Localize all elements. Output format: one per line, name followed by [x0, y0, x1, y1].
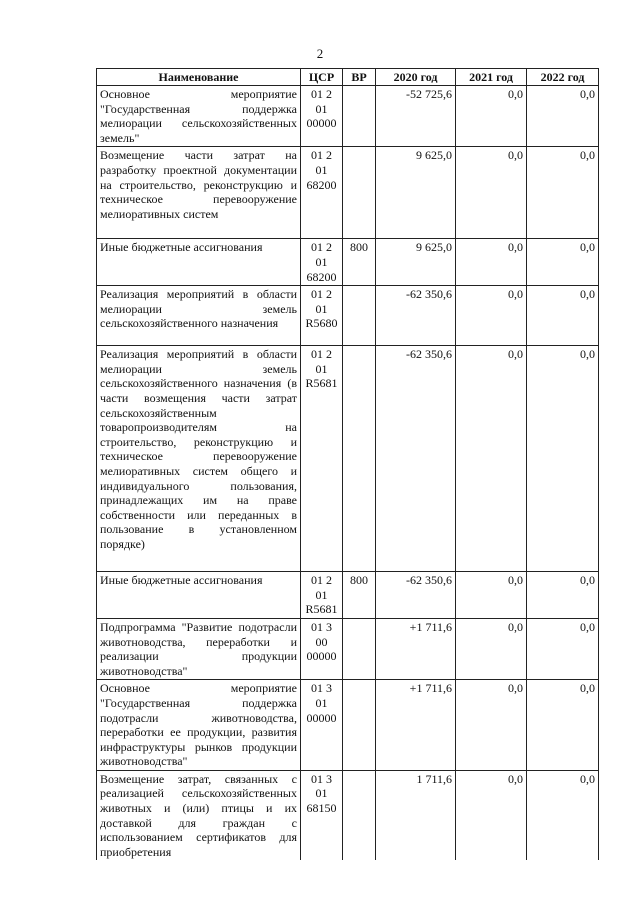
row-2020-cell: 9 625,0 [376, 239, 456, 286]
csr-part: 01 [315, 695, 328, 710]
row-2021-cell: 0,0 [456, 618, 527, 679]
budget-table [96, 68, 599, 860]
row-2022-cell: 0,0 [527, 147, 599, 239]
row-2020-cell: -62 350,6 [376, 346, 456, 572]
row-2020-cell: -52 725,6 [376, 86, 456, 147]
csr-part: 01 3 [311, 771, 332, 786]
row-2022-cell: 0,0 [527, 618, 599, 679]
row-2021-cell: 0,0 [456, 346, 527, 572]
csr-part: 68150 [306, 801, 337, 816]
row-csr-cell [301, 770, 343, 860]
row-2022-cell: 0,0 [527, 239, 599, 286]
column-header-csr: ЦСР [301, 69, 343, 86]
row-2022-cell: 0,0 [527, 86, 599, 147]
row-csr-cell [301, 147, 343, 239]
row-2021-cell: 0,0 [456, 286, 527, 346]
row-2021-cell: 0,0 [456, 770, 527, 860]
row-2021-cell: 0,0 [456, 147, 527, 239]
row-2021-cell: 0,0 [456, 680, 527, 771]
csr-part: 01 2 [311, 347, 332, 362]
row-name-cell: Реализация мероприятий в области мелиорации земель сельскохозяйственного назначения (в части возмещения части затрат сельскохозяйственным товаропроизводителям на строительство, реконструкцию и техническое перевооружение мелиоративных систем общего и индивидуального пользования, принадлежащих им на праве собственности или переданных в пользование в установленном порядке) [97, 346, 301, 572]
page-number: 2 [316, 46, 324, 61]
row-2020-cell: -62 350,6 [376, 572, 456, 619]
csr-part: R5681 [305, 376, 338, 391]
row-name-cell: Основное мероприятие "Государственная поддержка подотрасли животноводства, переработки ее продукции, развития инфраструктуры рынков продукции животноводства" [97, 680, 301, 771]
row-name-cell: Возмещение затрат, связанных с реализацией сельскохозяйственных животных и (или) птицы и их доставкой для граждан с использованием сертификатов для приобретения [97, 770, 301, 860]
row-2022-cell: 0,0 [527, 680, 599, 771]
row-name-cell: Иные бюджетные ассигнования [97, 239, 301, 286]
column-header-2020: 2020 год [376, 69, 456, 86]
row-2020-cell: +1 711,6 [376, 618, 456, 679]
csr-part: 00000 [306, 116, 337, 131]
csr-part: 01 2 [311, 87, 332, 101]
csr-part: 01 2 [311, 240, 332, 255]
row-csr-cell [301, 239, 343, 286]
csr-part: 01 2 [311, 573, 332, 588]
column-header-name: Наименование [97, 69, 301, 86]
table-row [97, 680, 599, 771]
csr-part: 01 [315, 361, 328, 376]
row-vr-cell [343, 346, 376, 572]
csr-part: 01 [315, 786, 328, 801]
csr-part: 01 2 [311, 287, 332, 302]
row-vr-cell [343, 618, 376, 679]
row-csr-cell [301, 618, 343, 679]
row-name-cell: Подпрограмма "Развитие подотрасли животноводства, переработки и реализации продукции животноводства" [97, 618, 301, 679]
row-name-cell: Основное мероприятие "Государственная поддержка мелиорации сельскохозяйственных земель" [97, 86, 301, 147]
column-header-2021: 2021 год [456, 69, 527, 86]
table-row [97, 770, 599, 860]
csr-part: 68200 [306, 177, 337, 192]
row-name-cell: Возмещение части затрат на разработку проектной документации на строительство, реконструкцию и техническое перевооружение мелиоративных систем [97, 147, 301, 239]
row-vr-cell [343, 86, 376, 147]
csr-part: 01 3 [311, 619, 332, 634]
row-2022-cell: 0,0 [527, 346, 599, 572]
row-vr-cell: 800 [343, 239, 376, 286]
row-csr-cell [301, 680, 343, 771]
table-row [97, 147, 599, 239]
row-2022-cell: 0,0 [527, 572, 599, 619]
csr-part: R5680 [305, 316, 338, 331]
row-2021-cell: 0,0 [456, 239, 527, 286]
row-vr-cell [343, 286, 376, 346]
row-csr-cell [301, 286, 343, 346]
csr-part: 01 2 [311, 148, 332, 163]
table-row [97, 618, 599, 679]
column-header-2022: 2022 год [527, 69, 599, 86]
table-row [97, 286, 599, 346]
csr-part: 01 3 [311, 681, 332, 696]
row-2020-cell: +1 711,6 [376, 680, 456, 771]
csr-part: 68200 [306, 269, 337, 284]
csr-part: 01 [315, 101, 328, 116]
row-vr-cell [343, 770, 376, 860]
row-vr-cell [343, 147, 376, 239]
row-2022-cell: 0,0 [527, 770, 599, 860]
column-header-vr: ВР [343, 69, 376, 86]
row-name-cell: Реализация мероприятий в области мелиорации земель сельскохозяйственного назначения [97, 286, 301, 346]
csr-part: 00 [315, 634, 328, 649]
row-name-cell: Иные бюджетные ассигнования [97, 572, 301, 619]
row-csr-cell [301, 346, 343, 572]
row-csr-cell [301, 572, 343, 619]
row-2021-cell: 0,0 [456, 86, 527, 147]
row-2021-cell: 0,0 [456, 572, 527, 619]
row-2020-cell: -62 350,6 [376, 286, 456, 346]
table-row [97, 239, 599, 286]
row-2020-cell: 9 625,0 [376, 147, 456, 239]
csr-part: 01 [315, 162, 328, 177]
csr-part: 00000 [306, 710, 337, 725]
csr-part: 01 [315, 587, 328, 602]
row-2022-cell: 0,0 [527, 286, 599, 346]
csr-part: 01 [315, 254, 328, 269]
row-csr-cell [301, 86, 343, 147]
csr-part: R5681 [305, 602, 338, 617]
table-header-row [97, 69, 599, 86]
csr-part: 01 [315, 301, 328, 316]
row-vr-cell [343, 680, 376, 771]
row-2020-cell: 1 711,6 [376, 770, 456, 860]
row-vr-cell: 800 [343, 572, 376, 619]
table-row [97, 572, 599, 619]
csr-part: 00000 [306, 649, 337, 664]
table-row [97, 86, 599, 147]
table-row [97, 346, 599, 572]
